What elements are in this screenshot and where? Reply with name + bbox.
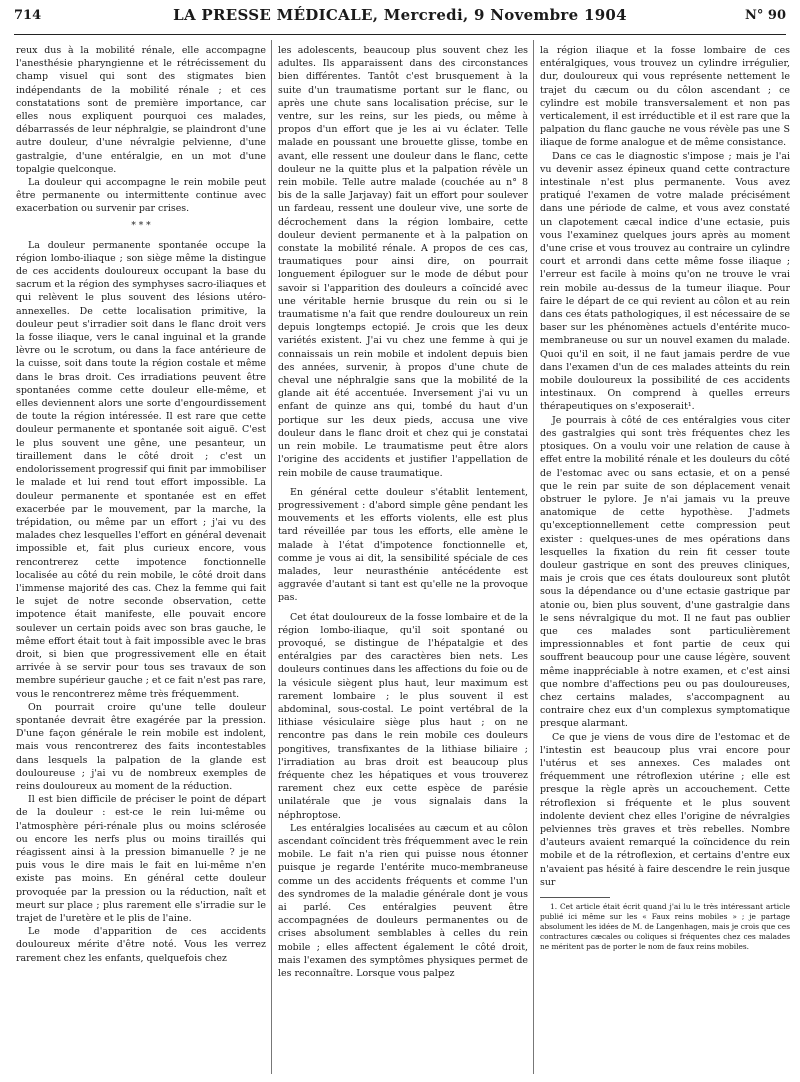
paragraph: les adolescents, beaucoup plus souvent chez les adultes. Ils apparaissent dans des circonstances bien différentes. Tantôt c'est brusquement à la suite d'un traumatisme portant sur le flanc, ou après une chute sans localisation précise, sur le ventre, sur les reins, sur les pieds, ou même à propos d'un effort que je les ai vu éclater. Telle malade en poussant une brouette glisse, tombe en avant, elle ressent une douleur dans le flanc, cette douleur ne la quitte plus et la palpation révèle un rein mobile. Telle autre malade (couchée au n° 8 bis de la salle Jarjavay) fait un effort pour soulever un fardeau, ressent une douleur vive, une sorte de décrochement dans la région lombaire, cette douleur devient permanente et à la palpation on constate la mobilité rénale. A propos de ces cas, traumatiques pour ainsi dire, on pourrait longuement épiloguer sur le mode de début pour savoir si l'apparition des douleurs a coïncidé avec une véritable hernie brusque du rein ou si le traumatisme n'a fait que rendre douloureux un rein depuis longtemps ectopié. Je crois que les deux variétés existent. J'ai vu chez une femme à qui je connaissais un rein mobile et indolent depuis bien des années, survenir, à propos d'une chute de cheval une néphralgie sans que la mobilité de la glande ait été accentuée. Inversement j'ai vu un enfant de quinze ans qui, tombé du haut d'un portique sur les deux pieds, accusa une vive douleur dans le flanc droit et chez qui je constatai un rein mobile. Le traumatisme peut être alors l'origine des accidents et justifier l'appellation de rein mobile de cause traumatique. bbox=[278, 45, 528, 479]
paragraph: Cet état douloureux de la fosse lombaire et de la région lombo-iliaque, qu'il soit spontané ou provoqué, se distingue de l'hépatalgie et des entéralgies par des caractères bien nets. Les douleurs continues dans les affections du foie ou de la vésicule siègent plus haut, leur maximum est rarement lombaire ; le plus souvent il est abdominal, sous-costal. Le point vertébral de la lithiase vésiculaire siège plus haut ; on ne rencontre pas dans le rein mobile ces douleurs pongitives, transfixantes de la lithiase biliaire ; l'irradiation au bras droit est beaucoup plus fréquente chez les hépatiques et vous trouverez rarement chez eux cette espèce de parésie unilatérale que je vous signalais dans la néphroptose. bbox=[278, 611, 528, 821]
footnote-rule bbox=[540, 897, 610, 898]
page-header bbox=[14, 4, 786, 34]
column-divider bbox=[271, 40, 272, 1074]
section-separator: * * * bbox=[131, 220, 151, 231]
column-2 bbox=[278, 44, 528, 1076]
footnote: 1. Cet article était écrit quand j'ai lu le très intéressant article publié ici même sur les « Faux reins mobiles » ; je partage absolument les idées de M. de Langenhagen, mais je crois que ces contractures cæcales ou coliques si fréquentes chez ces malades ne méritent pas de porter le nom de faux reins mobiles. bbox=[540, 902, 790, 951]
paragraph: Je pourrais à côté de ces entéralgies vous citer des gastralgies qui sont très fréquentes chez les ptosiques. On a voulu voir une relation de cause à effet entre la mobilité rénale et les douleurs du côté de l'estomac avec ou sans ectasie, et on a pensé que le rein par suite de son déplacement venait obstruer le pylore. Je n'ai jamais vu la preuve anatomique de cette hypothèse. J'admets qu'exceptionnellement cette compression peut exister : quelques-unes de mes opérations dans lesquelles la fixation du rein fit cesser toute douleur gastrique en sont des preuves cliniques, mais je crois que ces états douloureux sont plutôt sous la dépendance ou d'une ectasie gastrique par atonie ou, bien plus souvent, d'une gastralgie dans le sens névralgique du mot. Il ne faut pas oublier que ces malades sont particulièrement impressionnables et font partie de ceux qui souffrent beaucoup pour une cause légère, souvent même inappréciable à notre examen, et c'est ainsi que nombre d'affections peu ou pas douloureuses, chez certains malades, s'accompagnent au contraire chez eux d'un complexus symptomatique presque alarmant. bbox=[540, 414, 790, 730]
paragraph: reux dus à la mobilité rénale, elle accompagne l'anesthésie pharyngienne et le rétrécissement du champ visuel qui sont des stigmates bien indépendants de la mobilité rénale ; et ces constatations sont de première importance, car elles nous expliquent pourquoi ces malades, débarrassés de leur néphralgie, se plaindront d'une autre douleur, d'une névralgie pelvienne, d'une gastralgie, d'une entéralgie, en un mot d'une topalgie quelconque. bbox=[16, 45, 266, 175]
column-3 bbox=[540, 44, 790, 1076]
paragraph: Il est bien difficile de préciser le point de départ de la douleur : est-ce le rein lui-même ou l'atmosphère péri-rénale plus ou moins sclérosée ou encore les nerfs plus ou moins tiraillés qui réagissent ainsi à la pression bimanuelle ? je ne puis vous le dire mais le fait en lui-même n'en existe pas moins. En général cette douleur provoquée par la pression ou la réduction, naît et meurt sur place ; plus rarement elle s'irradie sur le trajet de l'uretère et le plis de l'aine. bbox=[16, 794, 266, 924]
paragraph: Le mode d'apparition de ces accidents douloureux mérite d'être noté. Vous les verrez rarement chez les enfants, quelquefois chez bbox=[16, 926, 266, 964]
paragraph: la région iliaque et la fosse lombaire de ces entéralgiques, vous trouvez un cylindre irrégulier, dur, douloureux qui vous représente nettement le trajet du cæcum ou du côlon ascendant ; ce cylindre est mobile transversalement et non pas verticalement, il est irréductible et il est rare que la palpation du flanc gauche ne vous révèle pas une S iliaque de forme analogue et de même consistance. bbox=[540, 45, 790, 149]
column-divider bbox=[533, 40, 534, 1074]
journal-title: LA PRESSE MÉDICALE, Mercredi, 9 Novembre 1904 bbox=[173, 6, 627, 24]
paragraph: La douleur permanente spontanée occupe la région lombo-iliaque ; son siège même la distingue de ces accidents douloureux occupant la base du sacrum et la région des symphyses sacro-iliaques et qui relèvent le plus souvent des lésions utéro-annexelles. De cette localisation primitive, la douleur peut s'irradier soit dans le flanc droit vers la fosse iliaque, vers le canal inguinal et la grande lèvre ou le scrotum, ou dans la face antérieure de la cuisse, soit dans toute la région costale et même dans le bras droit. Ces irradiations peuvent être spontanées comme cette douleur elle-même, et elles deviennent alors une sorte d'engourdissement de toute la région intéressée. Il est rare que cette douleur permanente et spontanée soit aiguë. C'est le plus souvent une gêne, une pesanteur, un tiraillement dans le côté droit ; c'est un endolorissement progressif qui finit par immobiliser le malade et lui rend tout effort impossible. La douleur permanente et spontanée est en effet exacerbée par le mouvement, par la marche, la trépidation, ou même par un effort ; j'ai vu des malades chez lesquelles l'effort en général devenait impossible et, fait plus curieux encore, vous rencontrerez cette impotence fonctionnelle localisée au côté du rein mobile, le côté droit dans l'immense majorité des cas. Chez la femme qui fait le sujet de notre seconde observation, cette impotence était manifeste, elle pouvait encore soulever un certain poids avec son bras gauche, le même effort était tout à fait impossible avec le bras droit, si bien que progressivement elle en était arrivée à se servir pour tous ses travaux de son membre supérieur gauche ; et ce fait n'est pas rare, vous le rencontrerez même très fréquemment. bbox=[16, 239, 266, 700]
header-rule bbox=[14, 34, 786, 35]
paragraph: Ce que je viens de vous dire de l'estomac et de l'intestin est beaucoup plus vrai encore pour l'utérus et ses annexes. Ces malades ont fréquemment une rétroflexion utérine ; elle est presque la règle après un accouchement. Cette rétroflexion si fréquente et le plus souvent indolente devient chez elles l'origine de névralgies pelviennes très graves et très rebelles. Nombre d'auteurs avaient remarqué la coïncidence du rein mobile et de la rétroflexion, et certains d'entre eux n'avaient pas hésité à faire descendre le rein jusque sur bbox=[540, 731, 790, 888]
paragraph: La douleur qui accompagne le rein mobile peut être permanente ou intermittente continue avec exacerbation ou survenir par crises. bbox=[16, 177, 266, 215]
paragraph: Dans ce cas le diagnostic s'impose ; mais je l'ai vu devenir assez épineux quand cette contracture intestinale n'est plus permanente. Vous avez pratiqué l'examen de votre malade précisément dans une période de calme, et vous avez constaté un clapotement cæcal indice d'une ectasie, puis vous l'examinez quelques jours après au moment d'une crise et vous trouvez au contraire un cylindre court et arrondi dans cette même fosse iliaque ; l'erreur est facile à moins qu'on ne trouve le vrai rein mobile au-dessus de la tumeur iliaque. Pour faire le départ de ce qui revient au côlon et au rein dans ces états pathologiques, il est nécessaire de se baser sur les phénomènes actuels d'entérite muco-membraneuse ou sur un nouvel examen du malade. Quoi qu'il en soit, il ne faut jamais perdre de vue dans l'examen d'un de ces malades atteints du rein mobile douloureux la possibilité de ces accidents intestinaux. On comprend à quelles erreurs thérapeutiques on s'exposerait¹. bbox=[540, 150, 790, 413]
paragraph: On pourrait croire qu'une telle douleur spontanée devrait être exagérée par la pression. D'une façon générale le rein mobile est indolent, mais vous rencontrerez des faits incontestables dans lesquels la palpation de la glande est douloureuse ; j'ai vu de nombreux exemples de reins douloureux au moment de la réduction. bbox=[16, 701, 266, 792]
issue-number: N° 90 bbox=[745, 8, 786, 23]
paragraph: En général cette douleur s'établit lentement, progressivement : d'abord simple gêne pendant les mouvements et les efforts violents, elle est plus tard réveillée par tous les efforts, elle amène le malade à l'état d'impotence fonctionnelle et, comme je vous ai dit, la sensibilité spéciale de ces malades, leur neurasthénie antécédente est aggravée d'autant si tant est qu'elle ne la provoque pas. bbox=[278, 486, 528, 604]
column-1 bbox=[16, 44, 266, 1076]
paragraph: Les entéralgies localisées au cæcum et au côlon ascendant coïncident très fréquemment avec le rein mobile. Le fait n'a rien qui puisse nous étonner puisque je regarde l'entérite muco-membraneuse comme un des accidents fréquents et comme l'un des syndromes de la maladie générale dont je vous ai parlé. Ces entéralgies peuvent être accompagnées de douleurs permanentes ou de crises absolument semblables à celles du rein mobile ; elles affectent également le côté droit, mais l'examen des symptômes physiques permet de les reconnaître. Lorsque vous palpez bbox=[278, 822, 528, 980]
page-number: 714 bbox=[14, 8, 42, 23]
